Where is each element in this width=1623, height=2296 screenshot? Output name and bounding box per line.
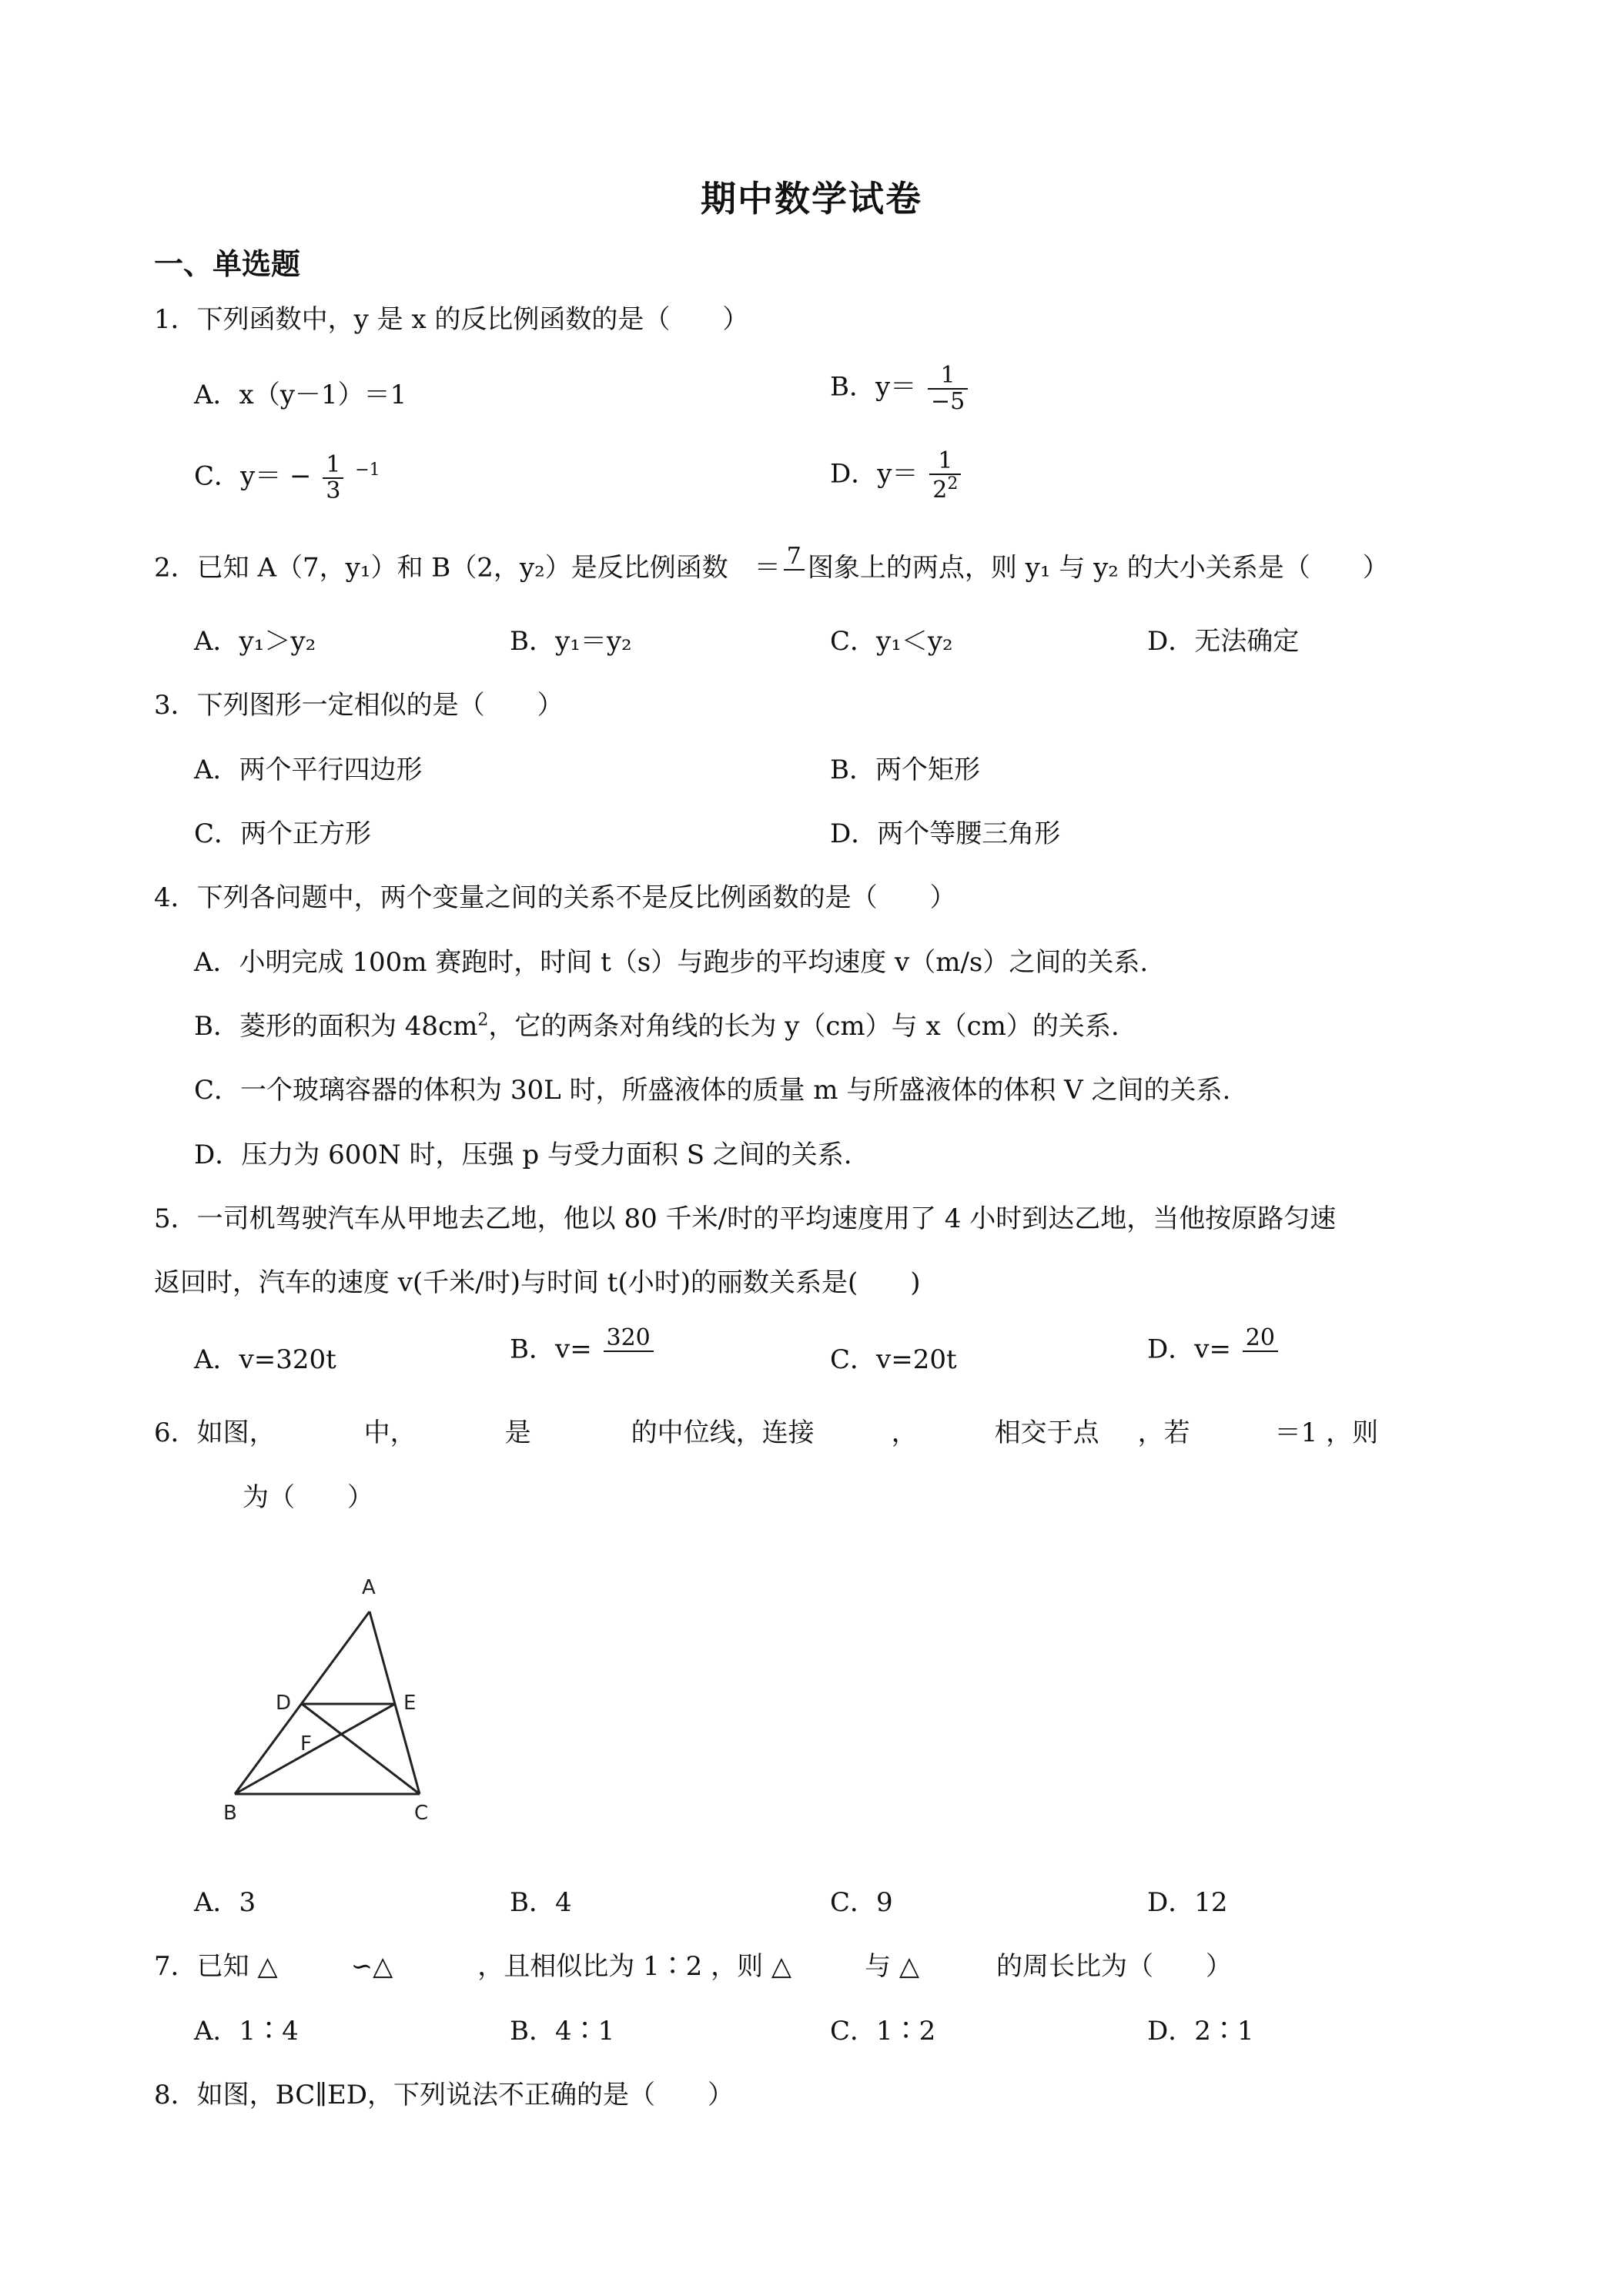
- question-1-stem: 1．下列函数中，y 是 x 的反比例函数的是（ ）: [154, 304, 749, 335]
- question-5-option-c[interactable]: C．v=20t: [830, 1344, 957, 1375]
- label-e: E: [403, 1692, 417, 1715]
- fraction-numerator: 7: [784, 544, 805, 571]
- question-3-stem: 3．下列图形一定相似的是（ ）: [154, 690, 564, 721]
- label-f: F: [300, 1732, 312, 1755]
- fraction: [1243, 1326, 1278, 1376]
- question-6-stem-line2: 为（ ）: [243, 1482, 373, 1513]
- question-1-option-b[interactable]: [830, 363, 971, 413]
- question-3-option-b[interactable]: B．两个矩形: [830, 755, 980, 785]
- label-c: C: [414, 1802, 429, 1825]
- question-5-option-a[interactable]: A．v=320t: [194, 1344, 336, 1375]
- question-7-stem: [154, 1945, 1232, 1983]
- question-4-option-d[interactable]: D．压力为 600N 时，压强 p 与受力面积 S 之间的关系.: [194, 1140, 852, 1170]
- stem-part: 与 △: [865, 1951, 920, 1982]
- stem-part: 的中位线，连接: [631, 1417, 815, 1448]
- fraction-denominator: 3: [326, 477, 341, 504]
- fraction: [929, 449, 961, 502]
- question-3-option-d[interactable]: D．两个等腰三角形: [830, 818, 1061, 849]
- label-b: B: [223, 1802, 237, 1825]
- option-prefix: D．v=: [1147, 1334, 1231, 1365]
- question-7-option-a[interactable]: A．1∶4: [194, 2016, 299, 2047]
- option-d-prefix: D．y＝: [830, 458, 919, 490]
- fraction-denominator-blank: [1243, 1352, 1278, 1377]
- question-2-stem: [154, 544, 1389, 594]
- question-1-option-c[interactable]: [194, 453, 380, 503]
- fraction-numerator: 1: [928, 363, 968, 390]
- stem-part: 的周长比为（ ）: [996, 1951, 1233, 1982]
- page-title: 期中数学试卷: [701, 178, 922, 219]
- stem-part: ∽△: [350, 1951, 393, 1982]
- label-a: A: [362, 1576, 376, 1599]
- section-heading: 一、单选题: [154, 247, 301, 281]
- question-7-option-d[interactable]: D．2∶1: [1147, 2016, 1254, 2047]
- segment-be: [235, 1704, 395, 1794]
- stem-part: ，它的两条对角线的长为 y（cm）与 x（cm）的关系.: [488, 1011, 1119, 1042]
- question-5-stem-line1: 5．一司机驾驶汽车从甲地去乙地，他以 80 千米/时的平均速度用了 4 小时到达乙地，当他按原路匀速: [154, 1203, 1337, 1234]
- question-2-option-c[interactable]: C．y₁＜y₂: [830, 626, 953, 657]
- stem-part: 中，: [363, 1417, 417, 1448]
- exponent: −1: [355, 460, 380, 480]
- exponent: 2: [477, 1010, 489, 1030]
- question-7-option-c[interactable]: C．1∶2: [830, 2016, 936, 2047]
- stem-part: ，且相似比为 1∶2 ，则 △: [477, 1951, 792, 1982]
- fraction-denominator-blank: [784, 571, 805, 595]
- fraction: [323, 453, 343, 503]
- question-8-stem: 8．如图，BC∥ED，下列说法不正确的是（ ）: [154, 2080, 735, 2110]
- stem-part: 6．如图，: [154, 1417, 276, 1448]
- label-d: D: [276, 1692, 292, 1715]
- stem-part: 相交于点: [994, 1417, 1099, 1448]
- question-4-option-a[interactable]: A．小明完成 100m 赛跑时，时间 t（s）与跑步的平均速度 v（m/s）之间的关系.: [194, 947, 1149, 978]
- question-7-option-b[interactable]: B．4∶1: [510, 2016, 615, 2047]
- question-1-option-a[interactable]: A．x（y－1）＝1: [194, 380, 407, 410]
- triangle-figure: [216, 1567, 447, 1829]
- fraction: [604, 1326, 654, 1376]
- fraction-denominator: −5: [931, 387, 965, 415]
- fraction-numerator: 320: [604, 1326, 654, 1352]
- stem-part: B．菱形的面积为 48cm: [194, 1011, 478, 1042]
- fraction-numerator: 1: [929, 449, 961, 475]
- question-2-option-b[interactable]: B．y₁＝y₂: [510, 626, 632, 657]
- question-6-option-b[interactable]: B．4: [510, 1887, 572, 1918]
- stem-part: 2．已知 A（7，y₁）和 B（2，y₂）是反比例函数 ＝: [154, 552, 781, 584]
- option-prefix: B．v=: [510, 1334, 592, 1365]
- segment-dc: [302, 1704, 420, 1794]
- question-1-option-d[interactable]: [830, 449, 964, 502]
- question-3-option-c[interactable]: C．两个正方形: [194, 818, 372, 849]
- option-c-prefix: C．y＝ −: [194, 460, 312, 492]
- option-b-prefix: B．y＝: [830, 371, 917, 403]
- question-4-option-c[interactable]: C．一个玻璃容器的体积为 30L 时，所盛液体的质量 m 与所盛液体的体积 V 之间的关系.: [194, 1075, 1231, 1106]
- fraction-denominator-blank: [604, 1352, 654, 1377]
- fraction: [784, 544, 805, 594]
- stem-part: ，: [891, 1417, 918, 1448]
- question-2-option-d[interactable]: D．无法确定: [1147, 626, 1300, 657]
- question-4-option-b[interactable]: [194, 1005, 1119, 1043]
- question-4-stem: 4．下列各问题中，两个变量之间的关系不是反比例函数的是（ ）: [154, 882, 956, 913]
- question-5-stem-line2: 返回时，汽车的速度 v(千米/时)与时间 t(小时)的丽数关系是( ): [154, 1267, 921, 1298]
- question-2-option-a[interactable]: A．y₁＞y₂: [194, 626, 316, 657]
- question-6-option-d[interactable]: D．12: [1147, 1887, 1228, 1918]
- stem-part: ，若: [1137, 1417, 1190, 1448]
- question-3-option-a[interactable]: A．两个平行四边形: [194, 755, 423, 785]
- stem-part: 图象上的两点，则 y₁ 与 y₂ 的大小关系是（ ）: [807, 552, 1389, 584]
- stem-part: 7．已知 △: [154, 1951, 278, 1982]
- exponent: 2: [947, 474, 959, 494]
- stem-part: 是: [504, 1417, 531, 1448]
- question-6-stem: [154, 1411, 1378, 1449]
- stem-part: ＝1 ，则: [1274, 1417, 1379, 1448]
- fraction-numerator: 1: [323, 453, 343, 479]
- fraction: [928, 363, 968, 413]
- fraction-numerator: 20: [1243, 1326, 1278, 1352]
- question-5-option-b[interactable]: [510, 1326, 657, 1376]
- question-5-option-d[interactable]: [1147, 1326, 1281, 1376]
- question-6-option-a[interactable]: A．3: [194, 1887, 256, 1918]
- fraction-denominator: 2: [932, 476, 948, 504]
- question-6-option-c[interactable]: C．9: [830, 1887, 893, 1918]
